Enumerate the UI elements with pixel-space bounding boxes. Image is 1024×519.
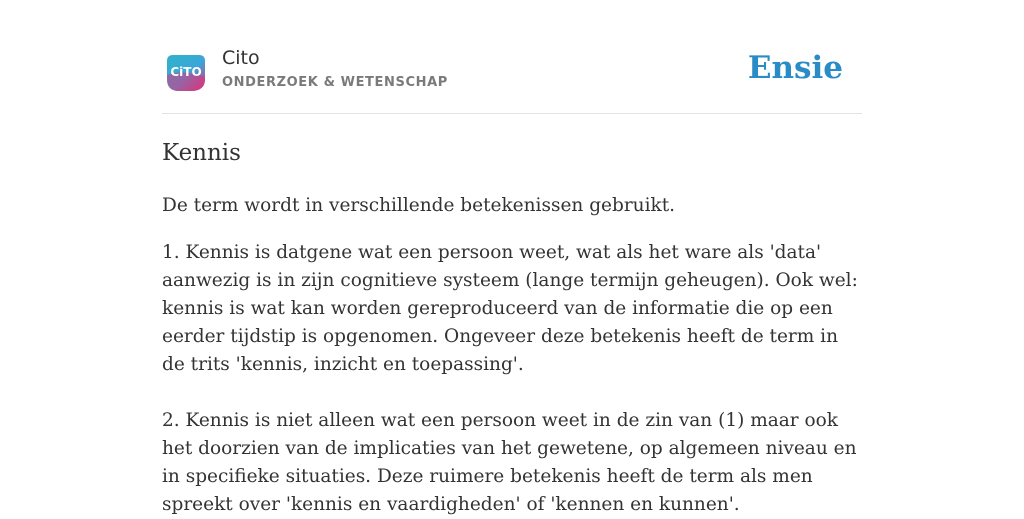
logo-text: CiTO [170, 65, 202, 79]
article-intro: De term wordt in verschillende betekenissen gebruikt. [162, 195, 676, 216]
page [162, 0, 862, 519]
article-paragraph-1: 1. Kennis is datgene wat een persoon weet, wat als het ware als 'data' aanwezig is in zijn cognitieve systeem (lange termijn geheugen). Ook wel: kennis is wat kan worden gereproduceerd van de informatie die op een eerder tijdstip is opgenomen. Ongeveer deze betekenis heeft de term in de trits 'kennis, inzicht en toepassing'. [162, 242, 858, 375]
article-title: Kennis [162, 140, 241, 166]
brand-name[interactable]: Cito [222, 47, 260, 69]
article-paragraph-2: 2. Kennis is niet alleen wat een persoon weet in de zin van (1) maar ook het doorzien van de implicaties van het gewetene, op algemeen niveau en in specifieke situaties. Deze ruimere betekenis heeft de term als men spreekt over 'kennis en vaardigheden' of 'kennen en kunnen'. [162, 410, 857, 515]
cito-logo[interactable] [165, 51, 207, 93]
brand-subtitle: ONDERZOEK & WETENSCHAP [222, 75, 448, 90]
header [162, 0, 862, 114]
ensie-logo[interactable]: Ensie [747, 50, 843, 86]
